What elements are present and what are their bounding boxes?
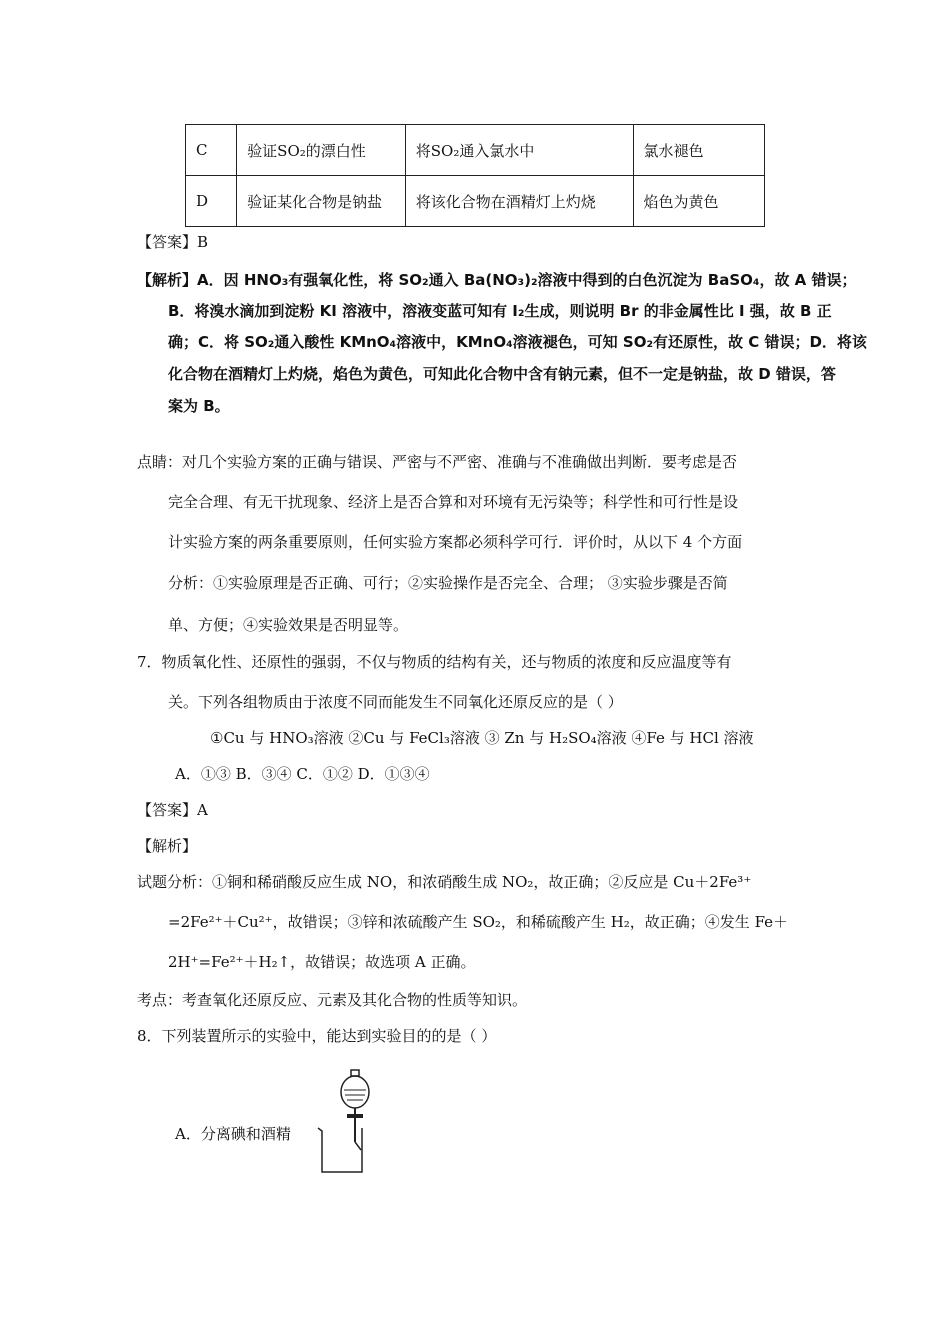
q6-tip-line: 分析：①实验原理是否正确、可行；②实验操作是否完全、合理； ③实验步骤是否简 [168,574,728,592]
q7-analysis-line: 试题分析：①铜和稀硝酸反应生成 NO，和浓硝酸生成 NO₂，故正确；②反应是 Cu＋2Fe³⁺ [137,873,752,891]
q6-answer: 【答案】B [137,233,209,251]
q6-analysis-line: 化合物在酒精灯上灼烧，焰色为黄色，可知此化合物中含有钠元素，但不一定是钠盐，故 D 错误，答 [168,365,836,383]
table-cell-label: D [186,176,237,227]
q6-analysis-line: 确；C．将 SO₂通入酸性 KMnO₄溶液中，KMnO₄溶液褪色，可知 SO₂有还原性，故 C 错误；D．将该 [168,333,867,351]
q6-tip-line: 计实验方案的两条重要原则，任何实验方案都必须科学可行．评价时，从以下 4 个方面 [168,533,743,551]
q6-analysis-line: B．将溴水滴加到淀粉 KI 溶液中，溶液变蓝可知有 I₂生成，则说明 Br 的非金属性比 I 强，故 B 正 [168,302,832,320]
table-row [186,176,765,227]
table-cell-label: C [186,125,237,176]
table-cell-method: 将该化合物在酒精灯上灼烧 [405,176,633,227]
q7-stem-line: 关。下列各组物质由于浓度不同而能发生不同氧化还原反应的是（ ） [168,693,623,711]
table-cell-result: 焰色为黄色 [633,176,764,227]
q7-items: ①Cu 与 HNO₃溶液 ②Cu 与 FeCl₃溶液 ③ Zn 与 H₂SO₄溶液 ④Fe 与 HCl 溶液 [210,729,754,747]
q6-tip-line: 点睛：对几个实验方案的正确与错误、严密与不严密、准确与不准确做出判断．要考虑是否 [137,453,738,471]
q7-analysis-line: 2H⁺=Fe²⁺＋H₂↑，故错误；故选项 A 正确。 [168,953,476,971]
table-cell-result: 氯水褪色 [633,125,764,176]
q7-answer: 【答案】A [137,801,208,819]
q8-option-a: A．分离碘和酒精 [175,1125,291,1143]
table-cell-purpose: 验证SO₂的漂白性 [237,125,406,176]
table-row [186,125,765,176]
q7-point: 考点：考查氧化还原反应、元素及其化合物的性质等知识。 [137,991,528,1009]
table-cell-method: 将SO₂通入氯水中 [405,125,633,176]
q7-analysis-title: 【解析】 [137,837,198,855]
q7-analysis-line: =2Fe²⁺＋Cu²⁺，故错误；③锌和浓硫酸产生 SO₂，和稀硫酸产生 H₂，故正确；④发生 Fe＋ [168,913,789,931]
table-cell-purpose: 验证某化合物是钠盐 [237,176,406,227]
q6-tip-line: 完全合理、有无干扰现象、经济上是否合算和对环境有无污染等；科学性和可行性是设 [168,493,739,511]
separatory-funnel-beaker-icon [300,1068,380,1180]
q8-stem: 8．下列装置所示的实验中，能达到实验目的的是（ ） [137,1027,497,1045]
q6-analysis-line: 案为 B。 [168,397,230,415]
experiment-table [185,124,765,227]
q7-options: A．①③ B．③④ C．①② D．①③④ [175,765,430,783]
q7-stem-line: 7．物质氧化性、还原性的强弱，不仅与物质的结构有关，还与物质的浓度和反应温度等有 [137,653,732,671]
q6-tip-line: 单、方便；④实验效果是否明显等。 [168,616,409,634]
q6-analysis-line: 【解析】A．因 HNO₃有强氧化性，将 SO₂通入 Ba(NO₃)₂溶液中得到的白色沉淀为 BaSO₄，故 A 错误； [137,271,857,289]
